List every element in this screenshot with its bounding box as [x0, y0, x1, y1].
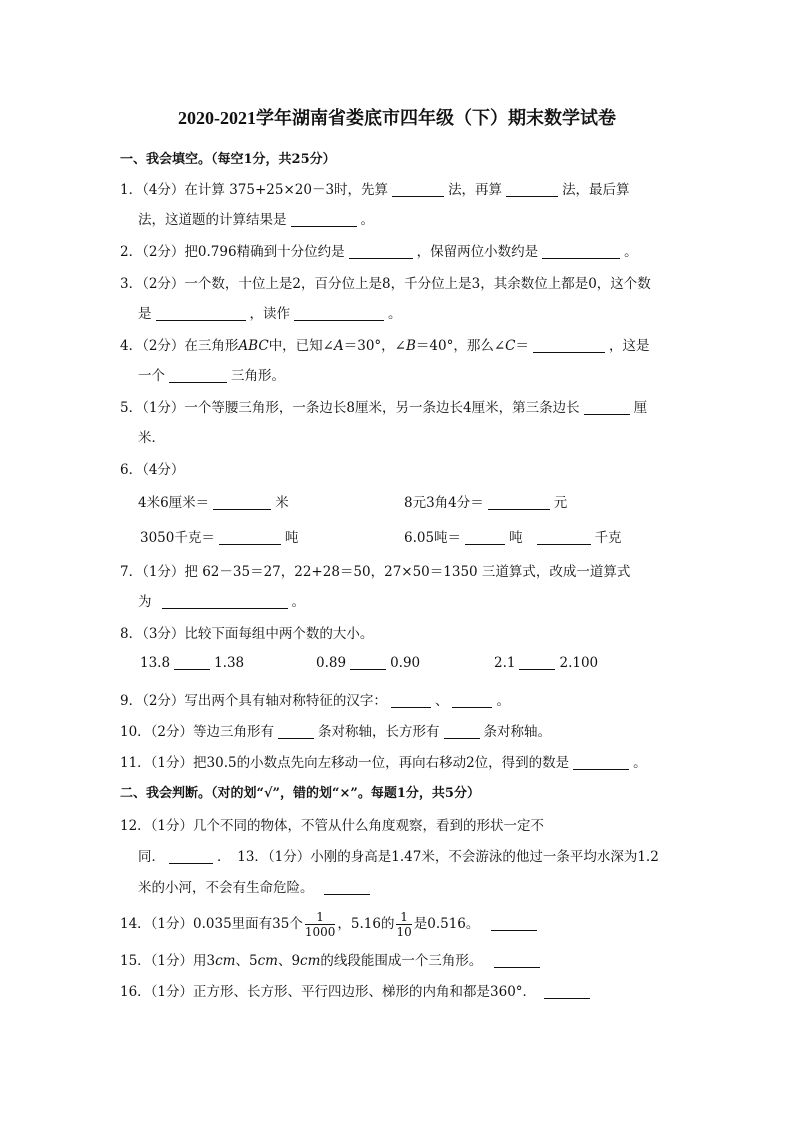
- answer-blank[interactable]: [506, 182, 558, 197]
- answer-blank[interactable]: [452, 693, 492, 708]
- question-4-cont: 一个 三角形。: [138, 368, 285, 384]
- answer-blank[interactable]: [162, 594, 288, 609]
- answer-blank[interactable]: [174, 655, 210, 670]
- answer-blank[interactable]: [169, 849, 213, 864]
- question-6: 6．（4分）: [120, 462, 185, 478]
- question-1-cont: 法，这道题的计算结果是 。: [138, 212, 374, 228]
- answer-blank[interactable]: [392, 182, 444, 197]
- question-13-cont: 米的小河，不会有生命危险。: [138, 876, 694, 896]
- answer-blank[interactable]: [391, 693, 431, 708]
- question-3: 3．（2分）一个数，十位上是2，百分位上是8，千分位上是3，其余数位上都是0，这个数: [120, 276, 651, 292]
- q8-pair-1: 13.8 1.38: [140, 655, 245, 671]
- question-12: 12．（1分）几个不同的物体，不管从什么角度观察，看到的形状一定不: [120, 818, 545, 834]
- answer-blank[interactable]: [537, 530, 591, 545]
- fraction: $\frac{1}{1000}$: [304, 910, 336, 939]
- question-10: 10．（2分）等边三角形有 条对称轴，长方形有 条对称轴。: [120, 724, 552, 740]
- answer-blank[interactable]: [156, 306, 246, 321]
- page-title: 2020-2021学年湖南省娄底市四年级（下）期末数学试卷: [178, 108, 616, 128]
- question-5-cont: 米．: [138, 430, 165, 446]
- answer-blank[interactable]: [465, 530, 505, 545]
- answer-blank[interactable]: [494, 953, 540, 968]
- answer-blank[interactable]: [213, 495, 271, 510]
- q8-pair-3: 2.1 2.100: [494, 655, 599, 671]
- answer-blank[interactable]: [544, 984, 590, 999]
- question-16: 16．（1分）正方形、长方形、平行四边形、梯形的内角和都是360°．: [120, 980, 676, 1000]
- answer-blank[interactable]: [278, 724, 314, 739]
- question-3-cont: 是 ，读作 。: [138, 306, 402, 322]
- q6-item-4: 6.05吨＝ 吨 千克: [404, 530, 622, 546]
- question-4: 4．（2分）在三角形ABC中，已知∠A＝30°，∠B＝40°，那么∠C＝ ，这是: [120, 338, 650, 354]
- question-11: 11．（1分）把30.5的小数点先向左移动一位，再向右移动2位，得到的数是 。: [120, 755, 647, 771]
- question-15: 15．（1分）用3cm、5cm、9cm的线段能围成一个三角形。: [120, 949, 676, 969]
- answer-blank[interactable]: [349, 244, 413, 259]
- question-7: 7．（1分）把 62－35＝27，22+28＝50，27×50＝1350 三道算式，改成一道算式: [120, 564, 631, 580]
- answer-blank[interactable]: [444, 724, 480, 739]
- question-5: 5．（1分）一个等腰三角形，一条边长8厘米，另一条边长4厘米，第三条边长 厘: [120, 400, 648, 416]
- q6-item-3: 3050千克＝ 吨: [140, 530, 299, 546]
- answer-blank[interactable]: [533, 338, 605, 353]
- question-1: 1．（4分）在计算 375+25×20－3时，先算 法，再算 法，最后算: [120, 182, 630, 198]
- answer-blank[interactable]: [350, 655, 386, 670]
- question-8: 8．（3分）比较下面每组中两个数的大小。: [120, 626, 374, 642]
- q6-item-2: 8元3角4分＝ 元: [404, 495, 568, 511]
- answer-blank[interactable]: [542, 244, 620, 259]
- answer-blank[interactable]: [294, 306, 384, 321]
- answer-blank[interactable]: [584, 400, 630, 415]
- answer-blank[interactable]: [219, 530, 281, 545]
- question-12-cont: 同． ． 13．（1分）小刚的身高是1.47米，不会游泳的他过一条平均水深为1.2: [138, 849, 659, 865]
- answer-blank[interactable]: [324, 880, 370, 895]
- answer-blank[interactable]: [291, 212, 357, 227]
- q6-item-1: 4米6厘米＝ 米: [138, 495, 289, 511]
- question-2: 2．（2分）把0.796精确到十分位约是 ，保留两位小数约是 。: [120, 244, 638, 260]
- question-9: 9．（2分）写出两个具有轴对称特征的汉字： 、 。: [120, 693, 510, 709]
- section-heading-judge: 二、我会判断。（对的划“√”，错的划“×”。每题1分，共5分）: [120, 786, 480, 801]
- answer-blank[interactable]: [491, 916, 537, 931]
- answer-blank[interactable]: [488, 495, 550, 510]
- question-14: 14．（1分）0.035里面有35个 $\frac{1}{1000}$ ，5.16的 $\frac{1}{10}$ 是0.516。: [120, 910, 676, 939]
- answer-blank[interactable]: [169, 368, 227, 383]
- q8-pair-2: 0.89 0.90: [316, 655, 421, 671]
- answer-blank[interactable]: [519, 655, 555, 670]
- fraction: $\frac{1}{10}$: [396, 910, 412, 939]
- answer-blank[interactable]: [573, 755, 629, 770]
- section-heading-fill: 一、我会填空。（每空1分，共25分）: [120, 152, 336, 167]
- question-7-cont: 为 。: [138, 594, 305, 610]
